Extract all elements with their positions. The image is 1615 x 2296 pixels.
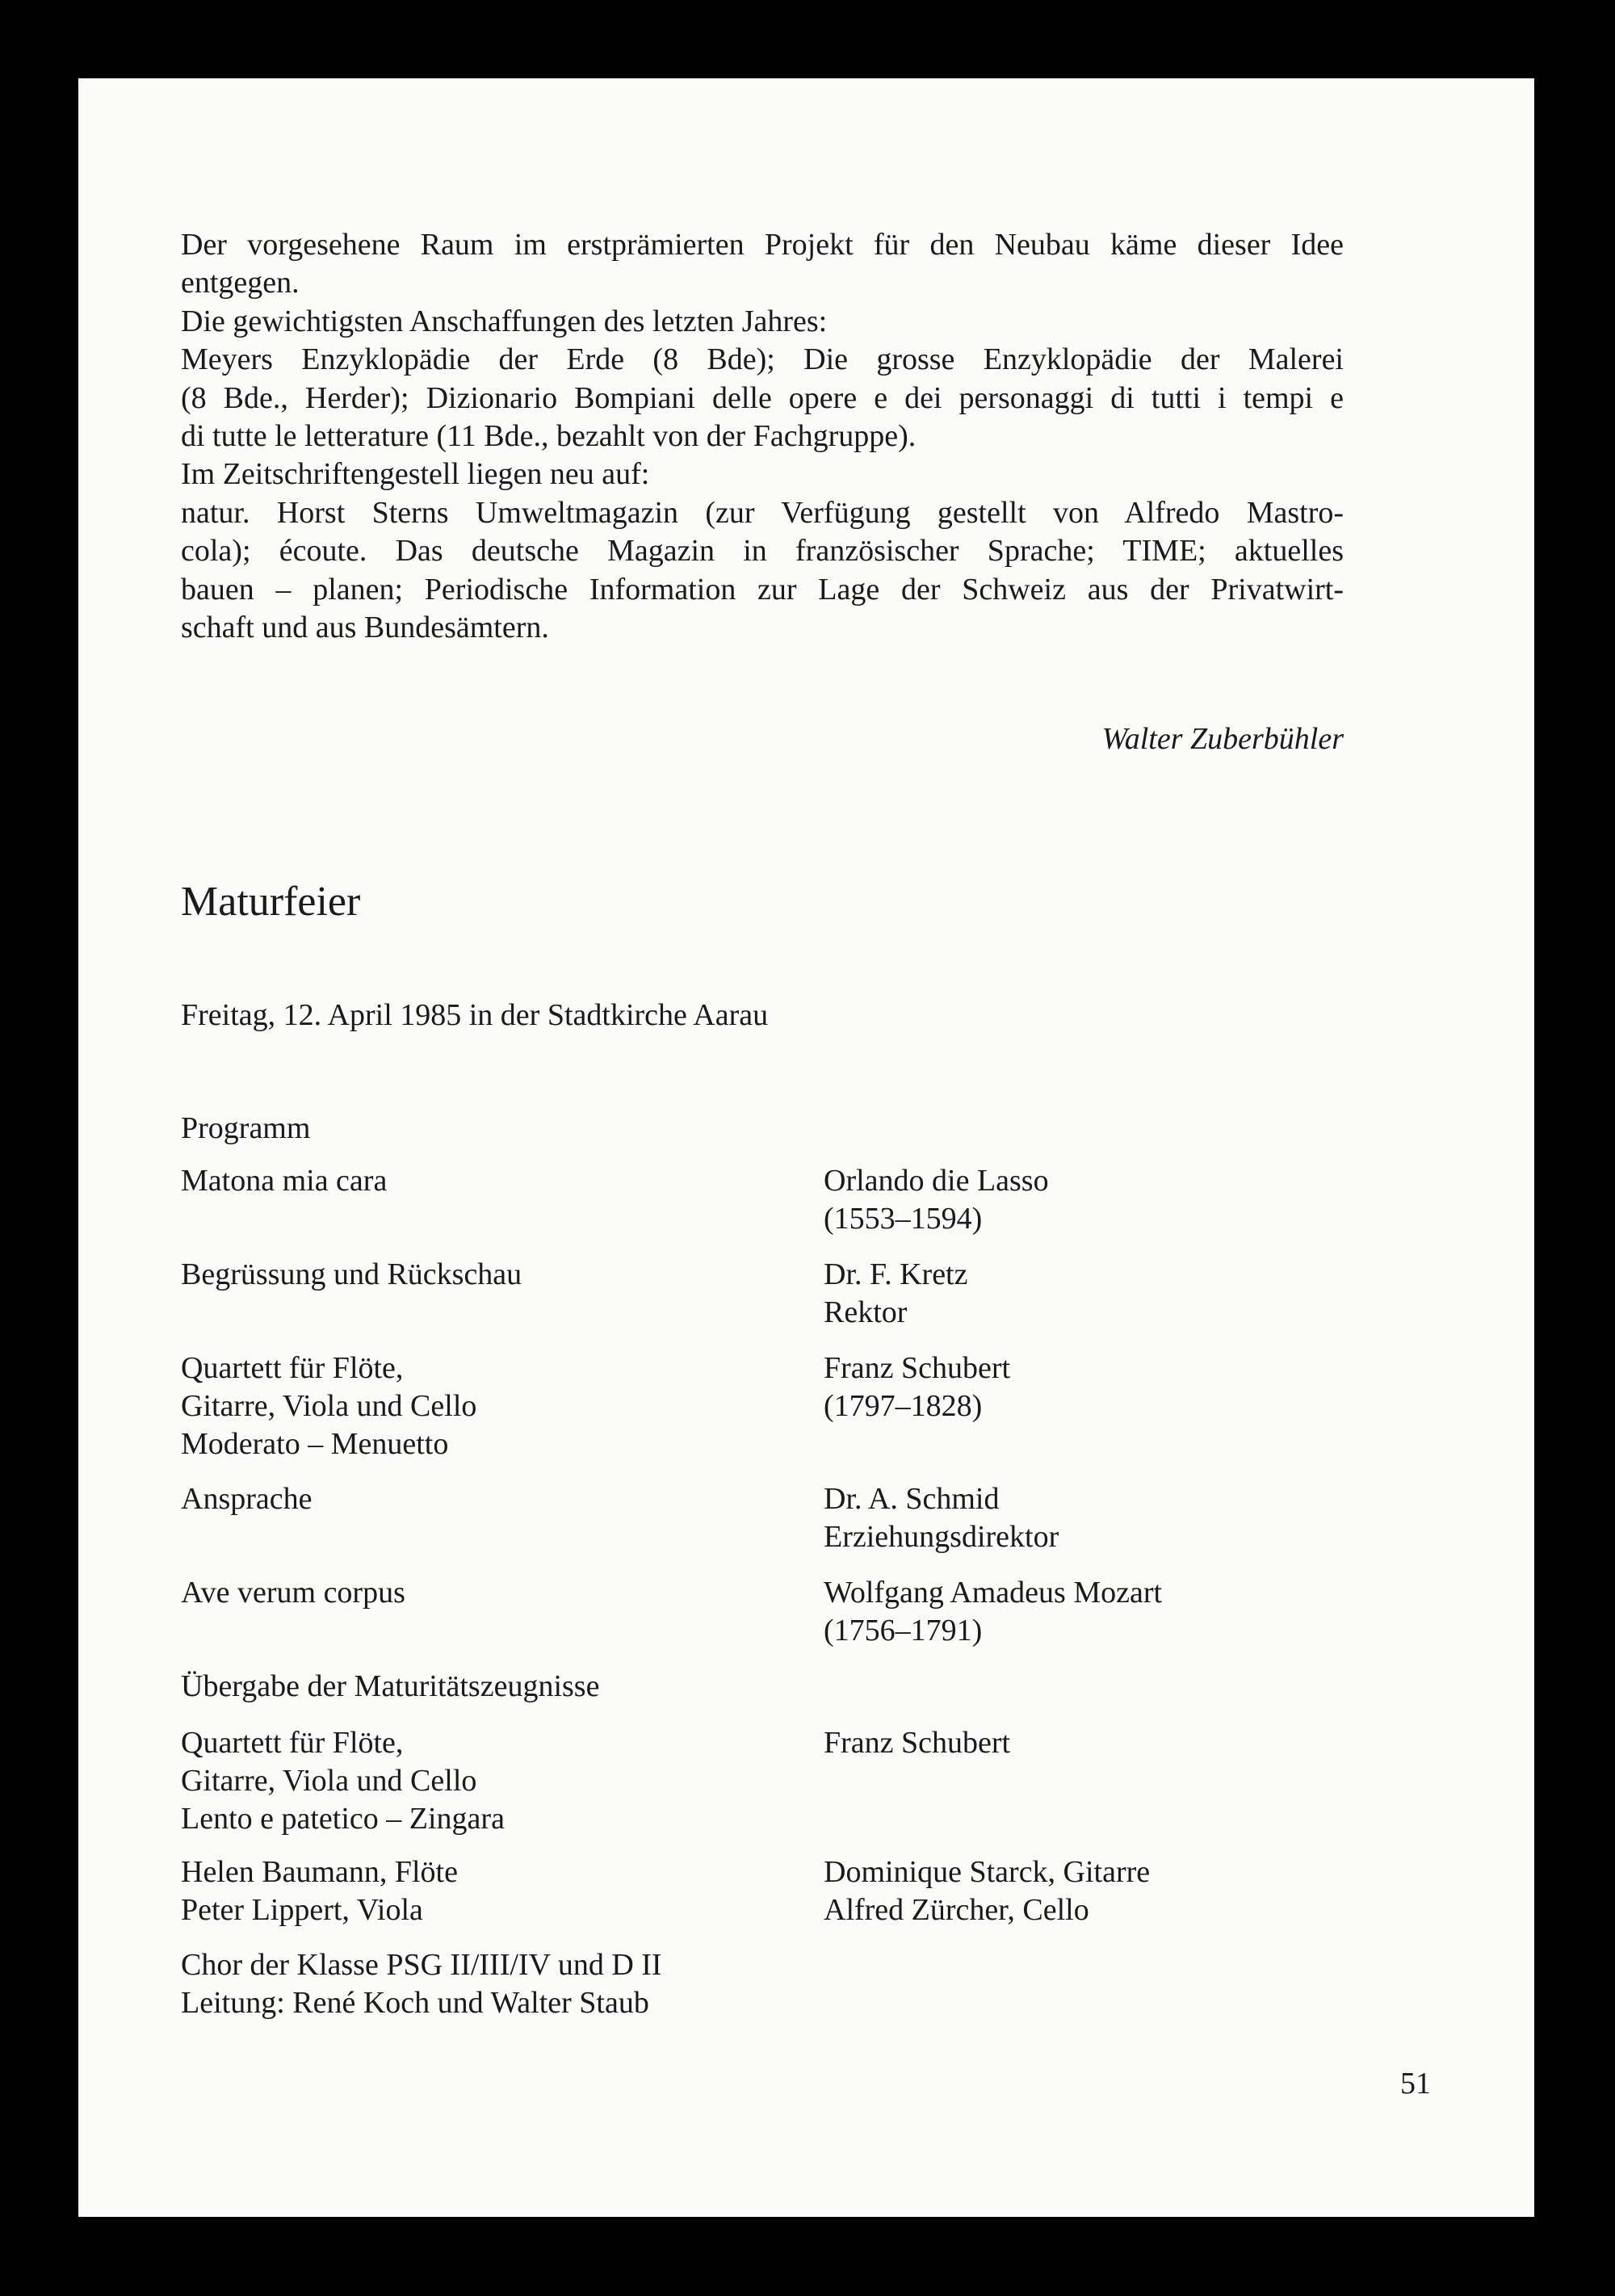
program-item-title [181,1349,476,1463]
program-item-credit [824,1162,1049,1238]
program-item-credit [824,1349,1010,1425]
program-item-line: Dr. A. Schmid [824,1482,1000,1516]
program-item-line: Franz Schubert [824,1726,1011,1760]
intro-line: entgegen. [181,266,300,300]
program-item-line: Quartett für Flöte, [181,1726,404,1760]
program-item-line: Rektor [824,1295,908,1329]
program-item-line: Ave verum corpus [181,1576,405,1610]
program-item-line: Gitarre, Viola und Cello [181,1389,477,1423]
author-signature: Walter Zuberbühler [1101,722,1344,756]
performers-right [824,1853,1150,1929]
intro-line: bauen – planen; Periodische Information zur Lage der Schweiz aus der Privatwirt- [181,572,1344,607]
program-item-line: (1797–1828) [824,1389,983,1423]
program-item-line: Übergabe der Maturitätszeugnisse [181,1669,600,1703]
intro-line: Im Zeitschriftengestell liegen neu auf: [181,457,650,492]
program-item-line: Franz Schubert [824,1351,1011,1385]
program-item-line: (1756–1791) [824,1614,983,1647]
intro-line: Meyers Enzyklopädie der Erde (8 Bde); Die grosse Enzyklopädie der Malerei [181,342,1344,377]
program-item-line: Gitarre, Viola und Cello [181,1764,477,1798]
program-item-title [181,1724,505,1838]
program-item-line: Begrüssung und Rückschau [181,1257,522,1291]
program-item-line: Quartett für Flöte, [181,1351,404,1385]
choir-credit [181,1946,662,2022]
intro-line: (8 Bde., Herder); Dizionario Bompiani delle opere e dei personaggi di tutti i tempi e [181,380,1344,415]
program-item-line: Wolfgang Amadeus Mozart [824,1576,1163,1610]
program-item-line: Dominique Starck, Gitarre [824,1855,1151,1889]
program-item-line: Chor der Klasse PSG II/III/IV und D II [181,1948,662,1982]
program-item-title [181,1480,312,1518]
program-item-line: Lento e patetico – Zingara [181,1802,505,1836]
program-item-credit [824,1480,1059,1556]
program-item-line: Orlando die Lasso [824,1164,1049,1198]
intro-line: natur. Horst Sterns Umweltmagazin (zur Verfügung gestellt von Alfredo Mastro- [181,495,1344,530]
program-item-line: (1553–1594) [824,1202,983,1236]
program-item-line: Peter Lippert, Viola [181,1893,423,1927]
program-item-line: Matona mia cara [181,1164,388,1198]
program-item-credit [824,1724,1010,1762]
program-item-title [181,1162,387,1200]
program-item-line: Helen Baumann, Flöte [181,1855,458,1889]
program-item-title [181,1574,405,1612]
program-item-credit [824,1256,967,1332]
program-label: Programm [181,1111,311,1145]
program-item-line: Dr. F. Kretz [824,1257,968,1291]
program-item-line: Moderato – Menuetto [181,1427,449,1461]
intro-line: cola); écoute. Das deutsche Magazin in französischer Sprache; TIME; aktuelles [181,534,1344,569]
page-number: 51 [1400,2067,1431,2101]
document-page [78,78,1534,2217]
intro-text [181,226,1344,647]
program-item-line: Leitung: René Koch und Walter Staub [181,1986,649,2020]
program-item-line: Erziehungsdirektor [824,1520,1059,1554]
program-item-title [181,1668,599,1706]
program-item-line: Alfred Zürcher, Cello [824,1893,1089,1927]
program-item-credit [824,1574,1162,1650]
intro-line: schaft und aus Bundesämtern. [181,611,549,645]
intro-line: di tutte le letterature (11 Bde., bezahlt von der Fachgruppe). [181,419,917,454]
intro-line: Die gewichtigsten Anschaffungen des letzten Jahres: [181,304,828,338]
event-date-location: Freitag, 12. April 1985 in der Stadtkirche Aarau [181,998,769,1032]
performers-left [181,1853,458,1929]
intro-line: Der vorgesehene Raum im erstprämierten Projekt für den Neubau käme dieser Idee [181,228,1344,262]
program-item-line: Ansprache [181,1482,313,1516]
section-title: Maturfeier [181,879,361,925]
program-item-title [181,1256,522,1294]
